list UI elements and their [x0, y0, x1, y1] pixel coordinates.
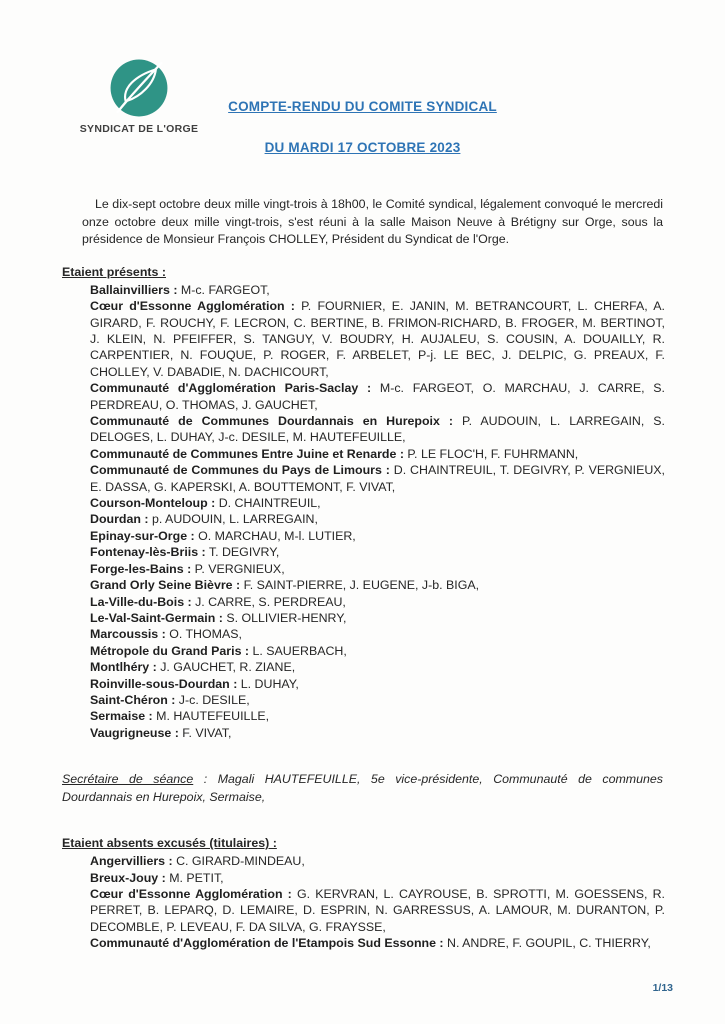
attendee-names: M-c. FARGEOT,	[177, 282, 270, 297]
entity-name: Ballainvilliers :	[90, 282, 178, 297]
list-item	[90, 643, 665, 659]
entity-name: Fontenay-lès-Briis :	[90, 545, 206, 560]
attendee-names: D. CHAINTREUIL, T. DEGIVRY, P. VERGNIEUX, E. DASSA, G. KAPERSKI, A. BOUTTEMONT, F. VIVAT,	[90, 463, 665, 494]
list-item	[90, 446, 665, 462]
list-item	[90, 282, 665, 298]
attendee-names: J-c. DESILE,	[175, 692, 250, 707]
list-item	[90, 528, 665, 544]
entity-name: Courson-Monteloup :	[90, 496, 216, 511]
entity-name: Cœur d'Essonne Agglomération :	[90, 299, 295, 314]
list-item	[90, 708, 665, 724]
attendee-names: N. ANDRE, F. GOUPIL, C. THIERRY,	[443, 936, 651, 951]
entity-name: Sermaise :	[90, 709, 153, 724]
entity-name: Communauté d'Agglomération de l'Etampois Sud Essonne :	[90, 936, 444, 951]
entity-name: Breux-Jouy :	[90, 870, 166, 885]
attendee-names: F. VIVAT,	[178, 725, 232, 740]
entity-name: Dourdan :	[90, 512, 149, 527]
attendee-names: G. KERVRAN, L. CAYROUSE, B. SPROTTI, M. GOESSENS, R. PERRET, B. LEPARQ, D. LEMAIRE, D. ESPRIN, N. GARRESSUS, A. LAMOUR, M. DURANTON, P. DECOMBLE, P. LEVEAU, F. DA SILVA, G. FRAYSSE,	[90, 886, 665, 934]
attendee-names: C. GIRARD-MINDEAU,	[172, 854, 305, 869]
attendee-names: P. AUDOUIN, L. LARREGAIN, S. DELOGES, L. DUHAY, J-c. DESILE, M. HAUTEFEUILLE,	[90, 414, 665, 445]
intro-paragraph: Le dix-sept octobre deux mille vingt-trois à 18h00, le Comité syndical, légalement convoqué le mercredi onze octobre deux mille vingt-trois, s'est réuni à la salle Maison Neuve à Brétigny sur Orge, sous la présidence de Monsieur François CHOLLEY, Président du Syndicat de l'Orge.	[82, 197, 663, 247]
attendee-names: P. VERGNIEUX,	[191, 561, 285, 576]
attendee-names: D. CHAINTREUIL,	[215, 496, 321, 511]
list-item	[90, 298, 665, 380]
entity-name: Cœur d'Essonne Agglomération :	[90, 886, 292, 901]
attendee-names: J. CARRE, S. PERDREAU,	[191, 594, 346, 609]
list-item	[90, 886, 665, 935]
entity-name: Communauté de Communes Dourdannais en Hurepoix :	[90, 414, 453, 429]
attendee-names: M. HAUTEFEUILLE,	[152, 709, 270, 724]
attendee-names: S. OLLIVIER-HENRY,	[222, 610, 347, 625]
attendee-names: M. PETIT,	[165, 870, 224, 885]
attendee-names: T. DEGIVRY,	[205, 545, 280, 560]
entity-name: Epinay-sur-Orge :	[90, 528, 195, 543]
entity-name: Forge-les-Bains :	[90, 561, 192, 576]
entity-name: Montlhéry :	[90, 660, 157, 675]
attendee-names: O. MARCHAU, M-l. LUTIER,	[194, 528, 356, 543]
attendee-names: P. LE FLOC'H, F. FUHRMANN,	[403, 446, 579, 461]
secretary-label: Secrétaire de séance	[62, 772, 194, 787]
absent-list	[0, 853, 725, 951]
list-item	[90, 380, 665, 413]
list-item	[90, 561, 665, 577]
list-item	[90, 594, 665, 610]
list-item	[90, 692, 665, 708]
document-date: DU MARDI 17 OCTOBRE 2023	[264, 140, 461, 155]
list-item	[90, 626, 665, 642]
page-number: 1/13	[652, 982, 673, 994]
entity-name: Communauté d'Agglomération Paris-Saclay :	[90, 381, 372, 396]
attendee-names: P. FOURNIER, E. JANIN, M. BETRANCOURT, L. CHERFA, A. GIRARD, F. ROUCHY, F. LECRON, C. BERTINE, B. FRIMON-RICHARD, B. FROGER, M. BERTINOT, J. KLEIN, N. PFEIFFER, S. TANGUY, V. BOUDRY, H. AUJALEU, S. COUSIN, A. DOUAILLY, R. CARPENTIER, N. FOUQUE, P. ROGER, F. ARBELET, P-j. LE BEC, J. DELPIC, G. PREAUX, F. CHOLLEY, V. DABADIE, N. DACHICOURT,	[90, 299, 665, 379]
logo-text: SYNDICAT DE L'ORGE	[79, 123, 199, 135]
entity-name: Roinville-sous-Dourdan :	[90, 676, 238, 691]
attendee-names: L. DUHAY,	[237, 676, 299, 691]
list-item	[90, 659, 665, 675]
entity-name: Angervilliers :	[90, 854, 173, 869]
present-heading: Etaient présents :	[62, 264, 166, 279]
attendee-names: L. SAUERBACH,	[249, 643, 347, 658]
entity-name: La-Ville-du-Bois :	[90, 594, 192, 609]
list-item	[90, 544, 665, 560]
document-title: COMPTE-RENDU DU COMITE SYNDICAL	[228, 99, 497, 114]
secretary-text: : Magali HAUTEFEUILLE, 5e vice-présidente, Communauté de communes Dourdannais en Hurepoix, Sermaise,	[62, 772, 663, 804]
entity-name: Saint-Chéron :	[90, 692, 176, 707]
document-body	[0, 196, 725, 952]
entity-name: Vaugrigneuse :	[90, 725, 179, 740]
list-item	[90, 610, 665, 626]
entity-name: Marcoussis :	[90, 627, 166, 642]
attendee-names: J. GAUCHET, R. ZIANE,	[156, 660, 296, 675]
attendee-names: F. SAINT-PIERRE, J. EUGENE, J-b. BIGA,	[240, 578, 480, 593]
attendee-names: p. AUDOUIN, L. LARREGAIN,	[148, 512, 318, 527]
list-item	[90, 935, 665, 951]
list-item	[90, 853, 665, 869]
entity-name: Communauté de Communes du Pays de Limours :	[90, 463, 390, 478]
entity-name: Métropole du Grand Paris :	[90, 643, 250, 658]
list-item	[90, 676, 665, 692]
absent-heading: Etaient absents excusés (titulaires) :	[62, 836, 277, 851]
present-list	[0, 282, 725, 741]
secretary-line	[62, 771, 663, 806]
list-item	[90, 413, 665, 446]
list-item	[90, 462, 665, 495]
list-item	[90, 577, 665, 593]
list-item	[90, 725, 665, 741]
attendee-names: M-c. FARGEOT, O. MARCHAU, J. CARRE, S. PERDREAU, O. THOMAS, J. GAUCHET,	[90, 381, 665, 412]
list-item	[90, 870, 665, 886]
document-header	[0, 99, 725, 181]
entity-name: Le-Val-Saint-Germain :	[90, 610, 223, 625]
entity-name: Communauté de Communes Entre Juine et Renarde :	[90, 446, 404, 461]
list-item	[90, 495, 665, 511]
attendee-names: O. THOMAS,	[165, 627, 242, 642]
list-item	[90, 511, 665, 527]
entity-name: Grand Orly Seine Bièvre :	[90, 578, 241, 593]
